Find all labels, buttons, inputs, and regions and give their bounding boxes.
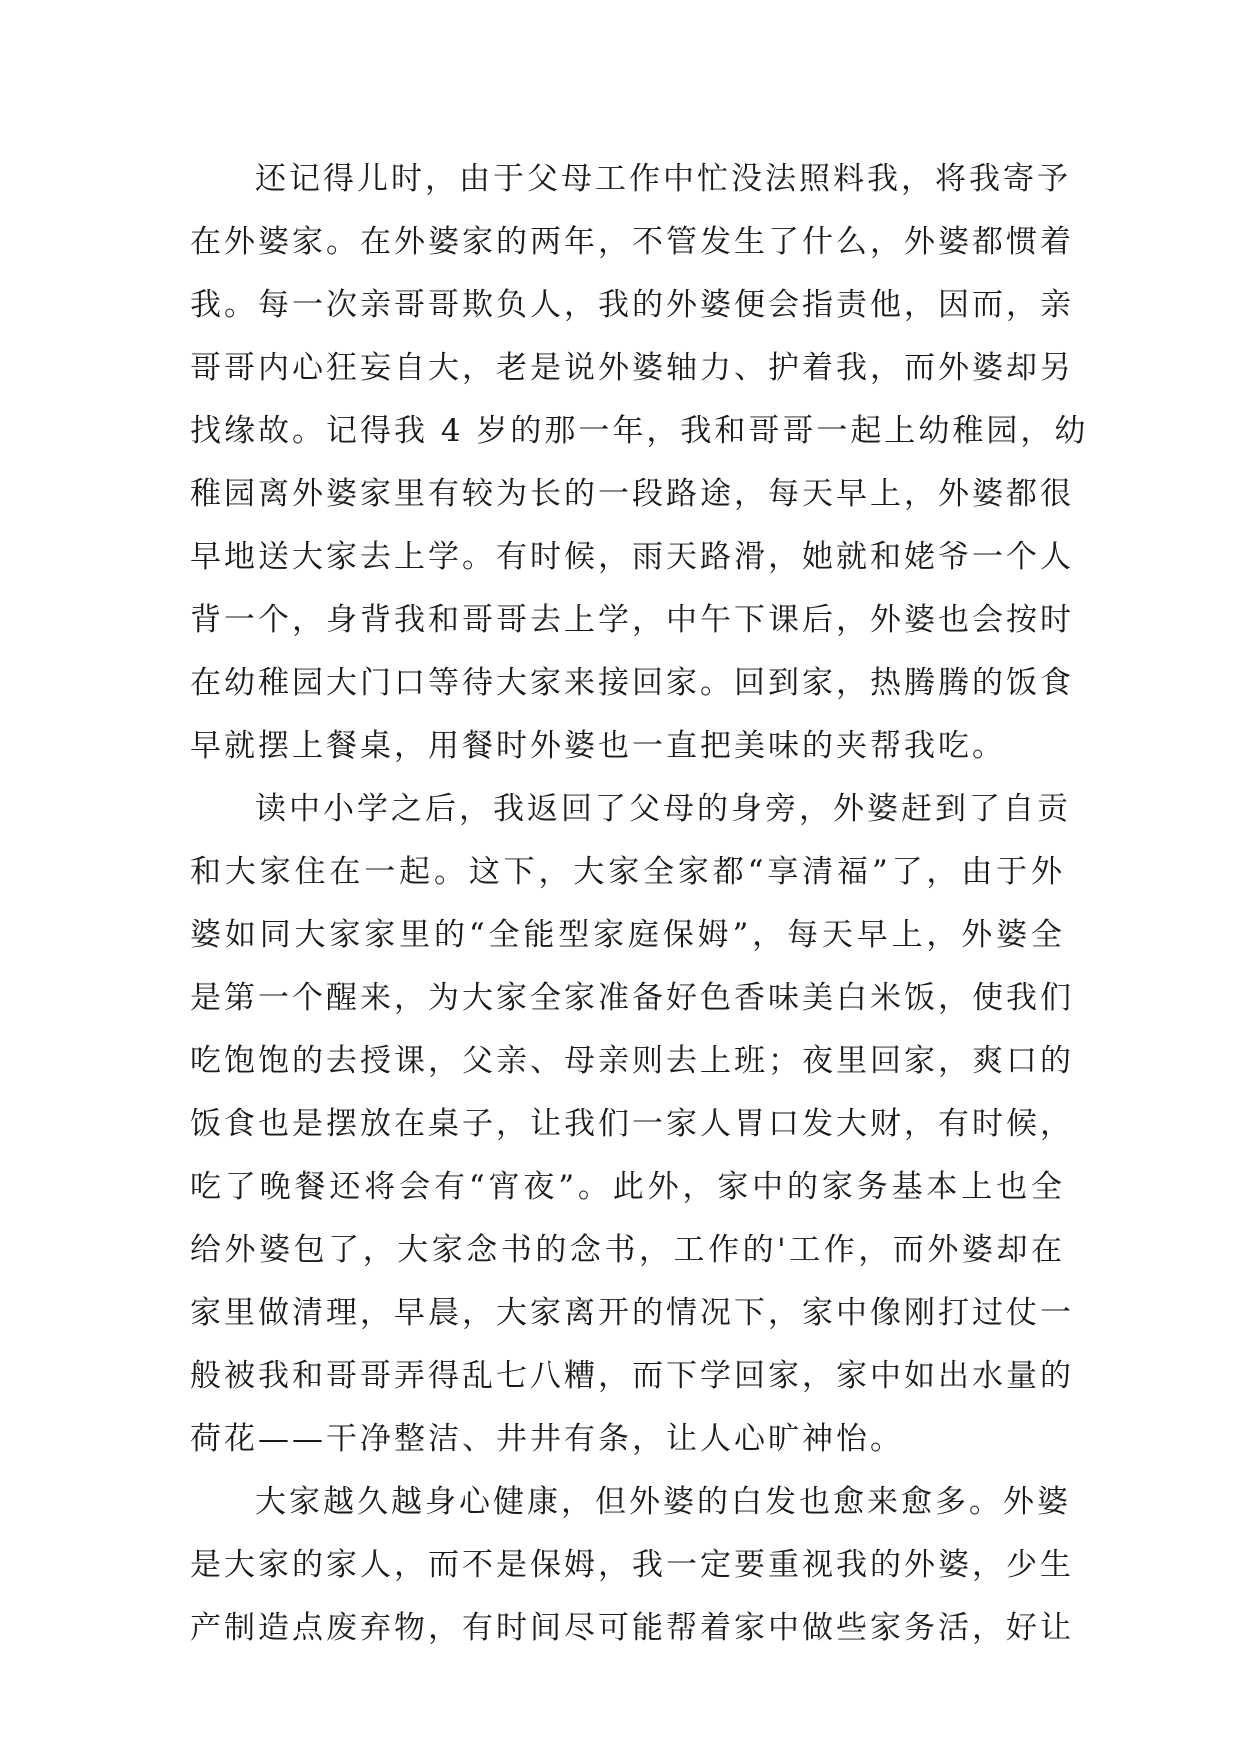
text-line: 读中小学之后，我返回了父母的身旁，外婆赶到了自贡: [255, 791, 1071, 827]
text-line: 哥哥内心狂妄自大，老是说外婆轴力、护着我，而外婆却另: [190, 350, 1074, 386]
paragraph-3: [190, 1471, 1074, 1660]
text-line: 饭食也是摆放在桌子，让我们一家人胃口发大财，有时候，: [190, 1106, 1074, 1142]
text-line: 家里做清理，早晨，大家离开的情况下，家中像刚打过仗一: [190, 1295, 1074, 1331]
text-line: 给外婆包了，大家念书的念书，工作的'工作，而外婆却在: [190, 1232, 1065, 1268]
text-line: 找缘故。记得我 4 岁的那一年，我和哥哥一起上幼稚园，幼: [190, 413, 1089, 449]
text-line: 产制造点废弃物，有时间尽可能帮着家中做些家务活，好让: [190, 1610, 1074, 1646]
essay-body: [190, 148, 1089, 1660]
text-line: 早就摆上餐桌，用餐时外婆也一直把美味的夹帮我吃。: [190, 728, 1006, 764]
text-line: 荷花——干净整洁、井井有条，让人心旷神怡。: [190, 1421, 904, 1457]
text-line: 是第一个醒来，为大家全家准备好色香味美白米饭，使我们: [190, 980, 1074, 1016]
paragraph-2: [190, 778, 1074, 1471]
text-line: 我。每一次亲哥哥欺负人，我的外婆便会指责他，因而，亲: [190, 287, 1074, 323]
text-line: 在幼稚园大门口等待大家来接回家。回到家，热腾腾的饭食: [190, 665, 1074, 701]
text-line: 是大家的家人，而不是保姆，我一定要重视我的外婆，少生: [190, 1547, 1074, 1583]
text-line: 吃饱饱的去授课，父亲、母亲则去上班；夜里回家，爽口的: [190, 1043, 1074, 1079]
text-line: 般被我和哥哥弄得乱七八糟，而下学回家，家中如出水量的: [190, 1358, 1074, 1394]
text-line: 还记得儿时，由于父母工作中忙没法照料我，将我寄予: [255, 161, 1071, 197]
text-line: 背一个，身背我和哥哥去上学，中午下课后，外婆也会按时: [190, 602, 1074, 638]
text-line: 吃了晚餐还将会有“宵夜”。此外，家中的家务基本上也全: [190, 1169, 1065, 1205]
text-line: 大家越久越身心健康，但外婆的白发也愈来愈多。外婆: [255, 1484, 1071, 1520]
paragraph-1: [190, 148, 1089, 778]
text-line: 在外婆家。在外婆家的两年，不管发生了什么，外婆都惯着: [190, 224, 1074, 260]
text-line: 婆如同大家家里的“全能型家庭保姆”，每天早上，外婆全: [190, 917, 1065, 953]
text-line: 稚园离外婆家里有较为长的一段路途，每天早上，外婆都很: [190, 476, 1074, 512]
text-line: 早地送大家去上学。有时候，雨天路滑，她就和姥爷一个人: [190, 539, 1074, 575]
text-line: 和大家住在一起。这下，大家全家都“享清福”了，由于外: [190, 854, 1065, 890]
